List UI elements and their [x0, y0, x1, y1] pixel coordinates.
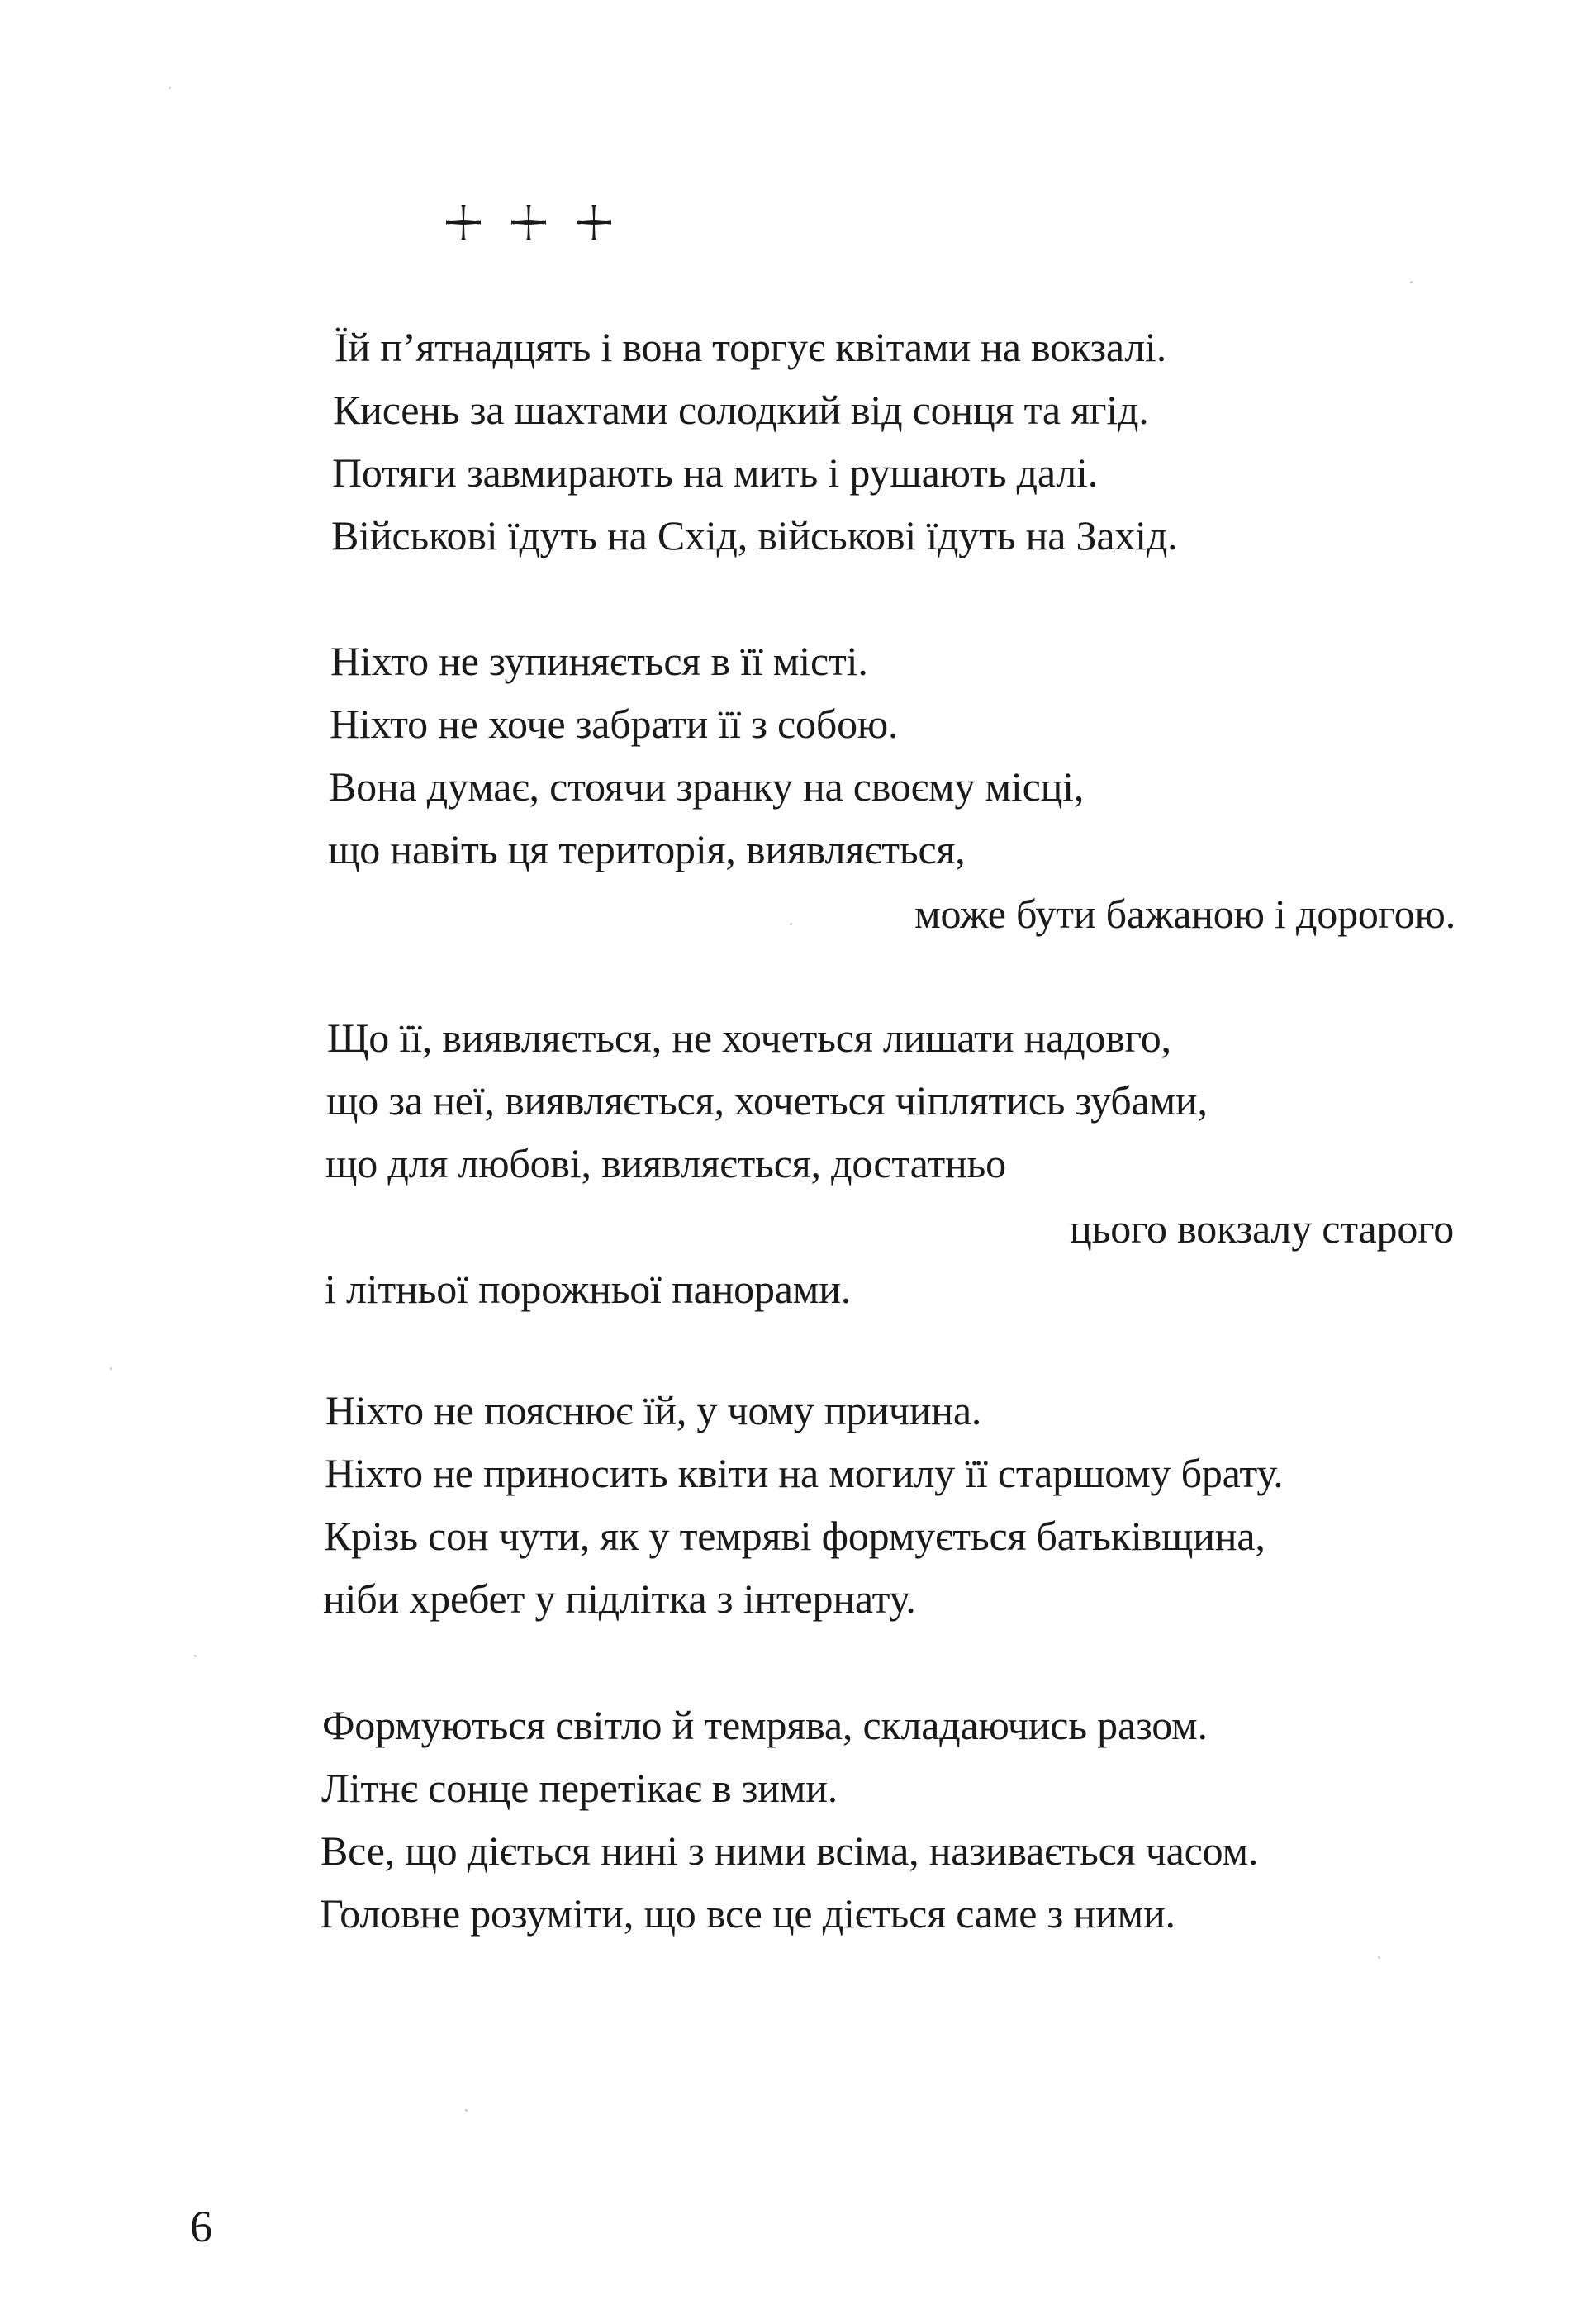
poem-line: Військові їдуть на Схід, військові їдуть на Захід. [331, 512, 1178, 558]
poem-line: Літнє сонце перетікає в зими. [321, 1765, 838, 1811]
scan-speck [110, 1367, 112, 1370]
poem-line: що навіть ця територія, виявляється, [328, 826, 966, 872]
scan-speck [1378, 1956, 1380, 1959]
poem-line: Ніхто не приносить квіти на могилу її старшому брату. [325, 1450, 1284, 1496]
scan-speck [194, 1655, 197, 1657]
poem-line-indented: може бути бажаною і дорогою. [914, 891, 1455, 937]
poem-line: Ніхто не пояснює їй, у чому причина. [325, 1387, 982, 1433]
poem-line: ніби хребет у підлітка з інтернату. [323, 1575, 916, 1622]
poem-line: Все, що діється нині з ними всіма, називається часом. [321, 1827, 1259, 1874]
poem-line: Ніхто не хоче забрати її з собою. [330, 701, 899, 747]
poem-line: Формуються світло й темрява, складаючись разом. [322, 1702, 1208, 1748]
poem-line: і літньої порожньої панорами. [325, 1266, 852, 1312]
scan-speck [790, 923, 792, 925]
poem-line: Вона думає, стоячи зранку на своєму місці, [329, 763, 1085, 810]
poem-line-indented: цього вокзалу старого [1070, 1205, 1454, 1252]
scan-speck [169, 87, 171, 89]
page-number: 6 [190, 2202, 212, 2251]
poem-line: Потяги завмирають на мить і рушають далі. [332, 449, 1099, 496]
scan-speck [1410, 281, 1413, 283]
poem-line: що для любові, виявляється, достатньо [325, 1140, 1006, 1186]
poem-line: Що її, виявляється, не хочеться лишати надовго, [327, 1015, 1171, 1061]
poem-line: Головне розуміти, що все це діється саме з ними. [320, 1890, 1175, 1937]
poem-line: Їй п’ятнадцять і вона торгує квітами на вокзалі. [335, 324, 1167, 370]
poem-line: Крізь сон чути, як у темряві формується батьківщина, [324, 1513, 1265, 1559]
poem-line: що за неї, виявляється, хочеться чіплятись зубами, [326, 1077, 1208, 1124]
poem-line: Ніхто не зупиняється в її місті. [330, 638, 868, 684]
scan-speck [465, 2109, 468, 2112]
poem-line: Кисень за шахтами солодкий від сонця та ягід. [333, 387, 1149, 433]
